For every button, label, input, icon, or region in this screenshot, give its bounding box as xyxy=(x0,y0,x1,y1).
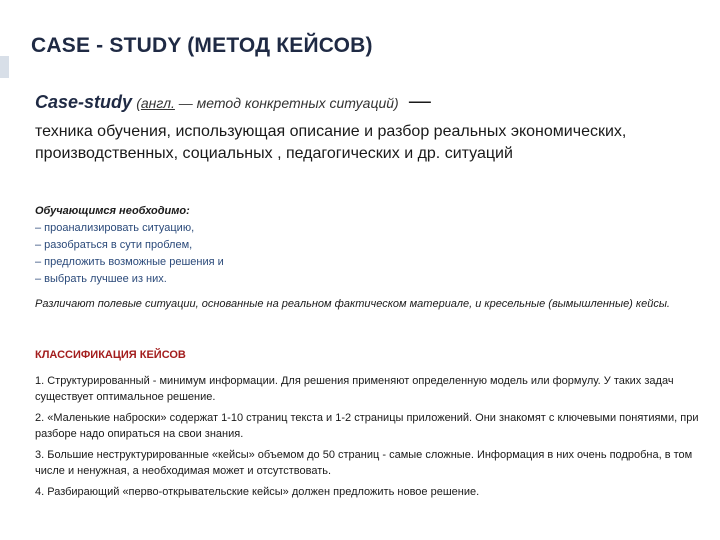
paren-open: ( xyxy=(136,95,141,111)
definition-heading xyxy=(35,88,431,114)
paren-abbreviation: англ. xyxy=(140,95,175,111)
students-item: – предложить возможные решения и xyxy=(35,256,224,268)
students-label: Обучающимся необходимо: xyxy=(35,205,190,217)
classification-item: 4. Разбирающий «перво-открывательские кейсы» должен предложить новое решение. xyxy=(35,486,480,498)
students-item: – выбрать лучшее из них. xyxy=(35,273,167,285)
definition-term: Case-study xyxy=(35,92,133,112)
classification-item: 1. Структурированный - минимум информации. Для решения применяют определенную модель или формулу. У таких задач существует оптимальное решение. xyxy=(35,375,674,403)
students-item: – разобраться в сути проблем, xyxy=(35,239,193,251)
paren-rest: — метод конкретных ситуаций) xyxy=(174,95,399,111)
definition-body: техника обучения, использующая описание и разбор реальных экономических, производственных, социальных , педагогических и др. ситуаций xyxy=(35,123,627,162)
definition-dash: — xyxy=(408,88,431,113)
classification-item: 3. Большие неструктурированные «кейсы» объемом до 50 страниц - самые сложные. Информация в них очень подробна, в том числе и ненужная, а необходимая может и отсутствовать. xyxy=(35,449,693,477)
classification-title: КЛАССИФИКАЦИЯ КЕЙСОВ xyxy=(35,349,186,361)
students-item: – проанализировать ситуацию, xyxy=(35,222,195,234)
classification-item: 2. «Маленькие наброски» содержат 1-10 страниц текста и 1-2 страницы приложений. Они знакомят с ключевыми понятиями, при разборе надо опираться на свои знания. xyxy=(35,412,699,440)
distinguish-paragraph: Различают полевые ситуации, основанные на реальном фактическом материале, и кресельные (вымышленные) кейсы. xyxy=(35,298,670,310)
slide-title: CASE - STUDY (МЕТОД КЕЙСОВ) xyxy=(31,34,373,57)
decorative-bar xyxy=(0,56,9,78)
students-block xyxy=(35,203,695,288)
classification-list xyxy=(35,373,707,505)
definition-paren xyxy=(136,95,398,111)
